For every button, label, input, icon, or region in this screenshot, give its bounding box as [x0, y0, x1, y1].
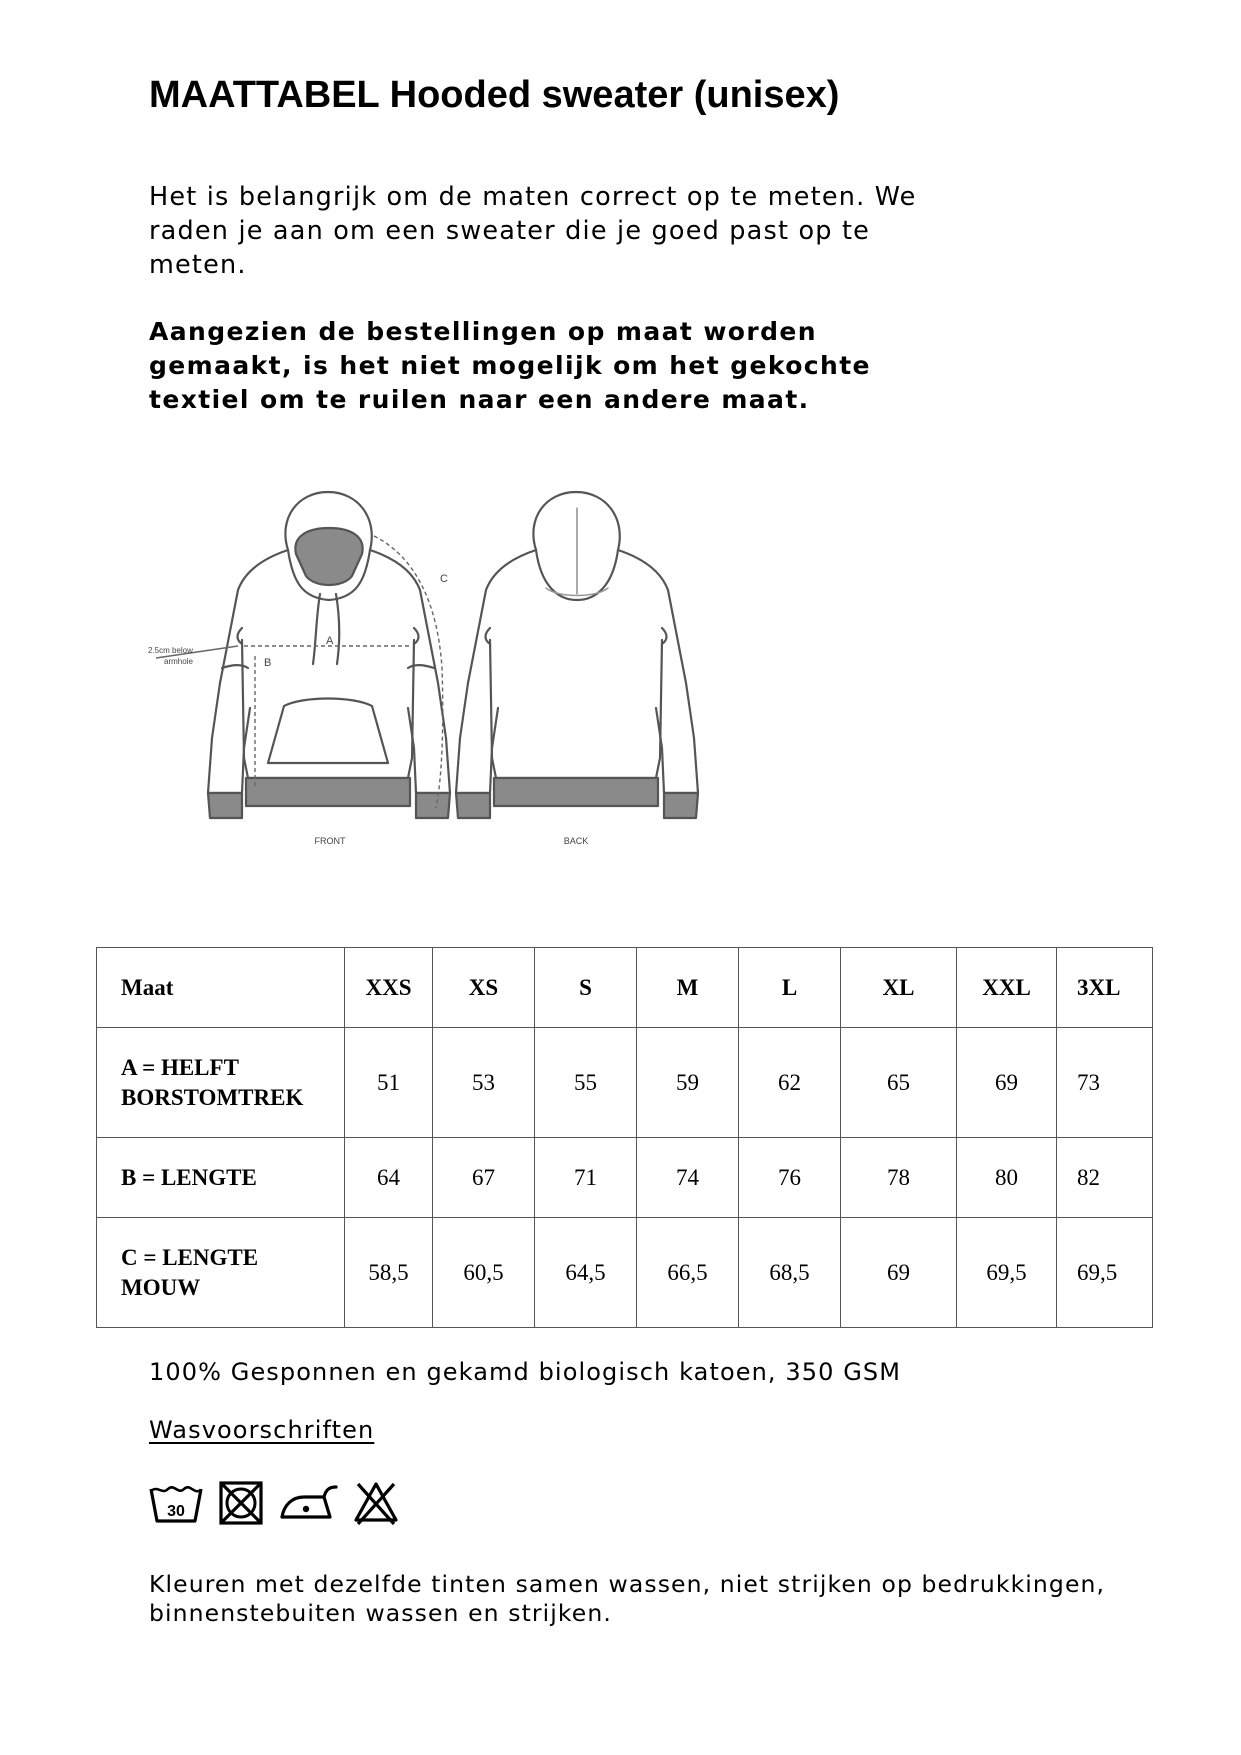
table-row — [97, 1218, 1153, 1328]
intro-line: meten. — [149, 250, 247, 280]
table-row — [97, 1028, 1153, 1138]
care-instructions-text — [149, 1570, 1109, 1628]
table-cell: 73 — [1057, 1028, 1153, 1138]
wash-temperature: 30 — [167, 1503, 185, 1520]
table-cell: 59 — [637, 1028, 739, 1138]
table-cell: 64 — [345, 1138, 433, 1218]
table-cell: 80 — [957, 1138, 1057, 1218]
row-label: C = LENGTE MOUW — [97, 1218, 345, 1328]
table-cell: 71 — [535, 1138, 637, 1218]
size-table — [96, 947, 1153, 1328]
table-cell: 60,5 — [433, 1218, 535, 1328]
hoodie-measurement-illustration — [138, 488, 788, 908]
size-column-header: XXS — [345, 948, 433, 1028]
size-column-header: M — [637, 948, 739, 1028]
table-cell: 51 — [345, 1028, 433, 1138]
below-armhole-note: 2.5cm below — [148, 646, 193, 655]
table-cell: 78 — [841, 1138, 957, 1218]
no-bleach-icon — [352, 1480, 400, 1526]
table-cell: 69,5 — [1057, 1218, 1153, 1328]
page-title: MAATTABEL Hooded sweater (unisex) — [149, 74, 840, 116]
table-cell: 74 — [637, 1138, 739, 1218]
fabric-composition: 100% Gesponnen en gekamd biologisch katoen, 350 GSM — [149, 1358, 902, 1386]
table-cell: 76 — [739, 1138, 841, 1218]
intro-line: raden je aan om een sweater die je goed past op te — [149, 216, 871, 246]
size-column-header: 3XL — [1057, 948, 1153, 1028]
below-armhole-note: armhole — [164, 657, 193, 666]
marker-c: C — [440, 573, 448, 585]
table-cell: 82 — [1057, 1138, 1153, 1218]
size-column-header: XS — [433, 948, 535, 1028]
wash-30-icon — [148, 1481, 204, 1525]
intro-paragraph — [149, 180, 949, 282]
table-cell: 69,5 — [957, 1218, 1057, 1328]
table-cell: 68,5 — [739, 1218, 841, 1328]
care-line: Kleuren met dezelfde tinten samen wassen, niet strijken op bedrukkingen, — [149, 1570, 1106, 1598]
hoodie-front-drawing — [208, 492, 450, 818]
table-cell: 66,5 — [637, 1218, 739, 1328]
row-label: B = LENGTE — [97, 1138, 345, 1218]
warning-line: textiel om te ruilen naar een andere maat. — [149, 385, 810, 414]
size-header-row — [97, 948, 1153, 1028]
size-column-header: XXL — [957, 948, 1057, 1028]
front-label: FRONT — [314, 836, 346, 846]
marker-b: B — [264, 657, 272, 669]
no-exchange-warning — [149, 315, 871, 417]
intro-line: Het is belangrijk om de maten correct op te meten. We — [149, 182, 917, 212]
table-row — [97, 1138, 1153, 1218]
table-cell: 62 — [739, 1028, 841, 1138]
table-cell: 67 — [433, 1138, 535, 1218]
warning-line: gemaakt, is het niet mogelijk om het gekochte — [149, 351, 871, 380]
marker-a: A — [326, 635, 334, 647]
back-label: BACK — [563, 836, 589, 846]
no-tumble-dry-icon — [218, 1480, 264, 1526]
table-cell: 58,5 — [345, 1218, 433, 1328]
table-cell: 69 — [841, 1218, 957, 1328]
table-cell: 69 — [957, 1028, 1057, 1138]
size-column-header: S — [535, 948, 637, 1028]
care-icons-row — [148, 1475, 400, 1531]
size-column-header: L — [739, 948, 841, 1028]
warning-line: Aangezien de bestellingen op maat worden — [149, 317, 817, 346]
care-line: binnenstebuiten wassen en strijken. — [149, 1599, 612, 1627]
size-header-label: Maat — [97, 948, 345, 1028]
table-cell: 65 — [841, 1028, 957, 1138]
wash-instructions-link[interactable]: Wasvoorschriften — [149, 1416, 375, 1444]
size-column-header: XL — [841, 948, 957, 1028]
iron-low-icon — [278, 1483, 338, 1523]
row-label: A = HELFT BORSTOMTREK — [97, 1028, 345, 1138]
table-cell: 55 — [535, 1028, 637, 1138]
table-cell: 53 — [433, 1028, 535, 1138]
hoodie-back-drawing — [456, 492, 698, 818]
table-cell: 64,5 — [535, 1218, 637, 1328]
